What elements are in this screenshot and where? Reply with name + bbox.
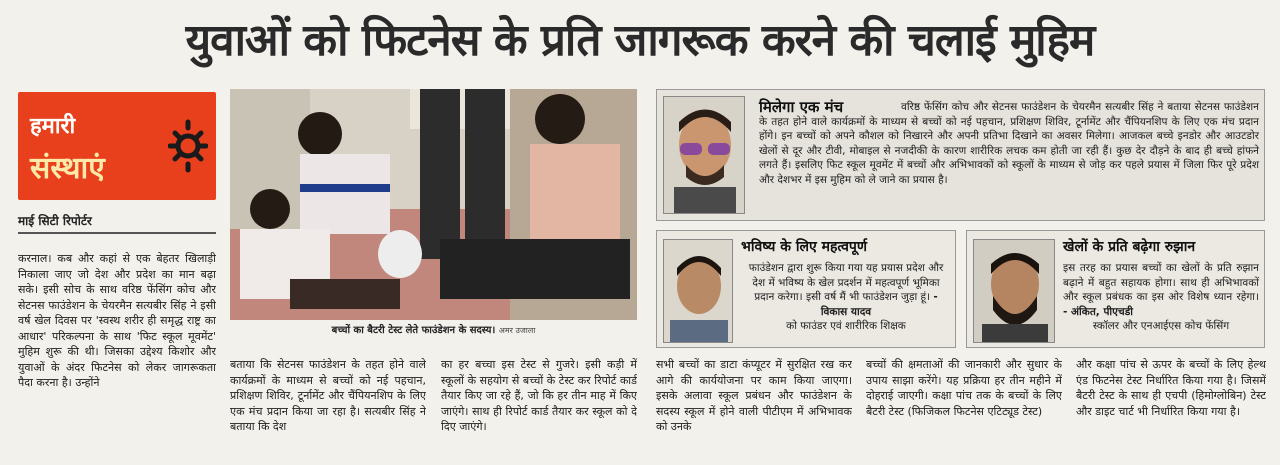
portrait-vikas	[663, 239, 733, 343]
box-title: मिलेगा एक मंच	[759, 98, 844, 116]
box-body-text: इस तरह का प्रयास बच्चों का खेलों के प्रति रुझान बढ़ाने में बहुत सहायक होगा। साथ ही अभिभावकों और स्कूल प्रबंधक का इस ओर विशेष ध्यान रहेगा।	[1063, 262, 1259, 303]
box-future	[656, 230, 956, 348]
byline: माई सिटी रिपोर्टर	[18, 214, 92, 228]
portrait-ankit	[973, 239, 1055, 343]
portrait-illustration	[664, 97, 745, 214]
article-column-4: सभी बच्चों का डाटा कंप्यूटर में सुरक्षित रख कर आगे की कार्ययोजना पर काम किया जाएगा। इसके अलावा स्कूल प्रबंधन और फाउंडेशन के सदस्य स्कूल में होने वाली पीटीएम में अभिभावक को उनके	[656, 358, 852, 433]
box-title: भविष्य के लिए महत्वपूर्ण	[741, 239, 867, 255]
divider	[18, 232, 216, 234]
article-column-2: बताया कि सेटनस फाउंडेशन के तहत होने वाले कार्यक्रमों के माध्यम से बच्चों को नई पहचान, प्रशिक्षण शिविर, टूर्नामेंट और चैंपियनशिप के लिए एक मंच प्रदान किया जा रहा है। सत्यबीर सिंह ने बताया कि देश	[230, 358, 426, 433]
logo-line1: हमारी	[30, 114, 76, 139]
photo-illustration	[230, 89, 637, 320]
portrait-illustration	[974, 240, 1055, 343]
portrait-illustration	[664, 240, 733, 343]
photo-credit: अमर उजाला	[498, 326, 536, 335]
article-column-1: करनाल। कब और कहां से एक बेहतर खिलाड़ी निकाला जाए जो देश और प्रदेश का मान बढ़ा सके। इसी सोच के साथ वरिष्ठ फेंसिंग कोच और सेटनस फाउंडेशन के चेयरमैन सत्यबीर सिंह ने इसी वर्ष खेल दिवस पर 'स्वस्थ शरीर ही समृद्ध राष्ट्र का आधार' परिकल्पना के साथ 'फिट स्कूल मूवमेंट' मुहिम शुरू की थी। जिसका उद्देश्य किशोर और युवाओं के अंदर फिटनेस को लेकर जागरूकता पैदा करना है। उन्होंने	[18, 252, 216, 389]
box-body: वरिष्ठ फेंसिंग कोच और सेटनस फाउंडेशन के चेयरमैन सत्यबीर सिंह ने बताया सेटनस फाउंडेशन के तहत होने वाले कार्यक्रमों के माध्यम से बच्चों को नई पहचान, प्रशिक्षण शिविर, टूर्नामेंट और चैंपियनशिप के लिए एक मंच प्रदान होंगे। इन बच्चों को अपने कौशल को निखारने और अपनी प्रतिभा दिखाने का अवसर मिलेगा। आजकल बच्चे इनडोर और आउटडोर खेलों से दूर और टीवी, मोबाइल से नजदीकी के कारण शारीरिक लचक कम होती जा रही हैं। कुछ देर दौड़ने के बाद ही बच्चे हांफने लगते हैं। इसलिए फिट स्कूल मूवमेंट में बच्चों और अभिभावकों को स्कूलों के माध्यम से जोड़ कर पहले प्रयास में जिला फिर पूरे प्रदेश और देशभर में इस मुहिम को ले जाने का प्रयास है।	[759, 101, 1259, 186]
headline: युवाओं को फिटनेस के प्रति जागरूक करने की चलाई मुहिम	[185, 15, 1095, 66]
portrait-satyabir	[663, 96, 745, 214]
box-title: खेलों के प्रति बढ़ेगा रुझान	[1063, 239, 1196, 255]
photo-caption	[230, 322, 637, 336]
box-role: स्कॉलर और एनआईएस कोच फेंसिंग	[1092, 320, 1230, 332]
box-body	[741, 261, 951, 334]
box-milega-ek-manch	[656, 89, 1265, 221]
box-body	[1063, 261, 1259, 334]
section-logo	[18, 92, 216, 200]
box-sports	[966, 230, 1265, 348]
article-column-3: का हर बच्चा इस टेस्ट से गुजरे। इसी कड़ी में स्कूलों के सहयोग से बच्चों के टेस्ट कर रिपोर्ट कार्ड तैयार किए जा रहे हैं, जो कि हर तीन माह में किए जाएंगे। साथ ही रिपोर्ट कार्ड तैयार कर स्कूल को दे दिए जाएंगे।	[441, 358, 637, 433]
box-signature: - विकास यादव	[820, 291, 938, 318]
box-body-text: फाउंडेशन द्वारा शुरू किया गया यह प्रयास प्रदेश और देश में भविष्य के खेल प्रदर्शन में महत्वपूर्ण भूमिका प्रदान करेगा। इसी वर्ष मैं भी फाउंडेशन जुड़ा हूं।	[748, 262, 944, 303]
article-photo	[230, 89, 637, 320]
box-signature: - अंकित, पीएचडी	[1063, 305, 1133, 318]
article-column-5: बच्चों की क्षमताओं की जानकारी और सुधार के उपाय साझा करेंगे। यह प्रक्रिया हर तीन महीने में दोहराई जाएगी। कक्षा पांच तक के बच्चों के लिए बैटरी टेस्ट (फिजिकल फिटनेस एटिट्यूड टेस्ट)	[866, 358, 1062, 418]
caption-text: बच्चों का बैटरी टेस्ट लेते फाउंडेशन के सदस्य।	[331, 325, 496, 336]
article-column-6: और कक्षा पांच से ऊपर के बच्चों के लिए हेल्थ एंड फिटनेस टेस्ट निर्धारित किया गया है। जिसमें बैटरी टेस्ट के साथ ही एचपी (हिमोग्लोबिन) टेस्ट और डाइट चार्ट भी निर्धारित किया गया है।	[1076, 358, 1266, 418]
logo-line2: संस्थाएं	[30, 151, 105, 186]
box-role: को फाउंडर एवं शारीरिक शिक्षक	[786, 320, 906, 332]
sun-icon	[168, 116, 208, 176]
